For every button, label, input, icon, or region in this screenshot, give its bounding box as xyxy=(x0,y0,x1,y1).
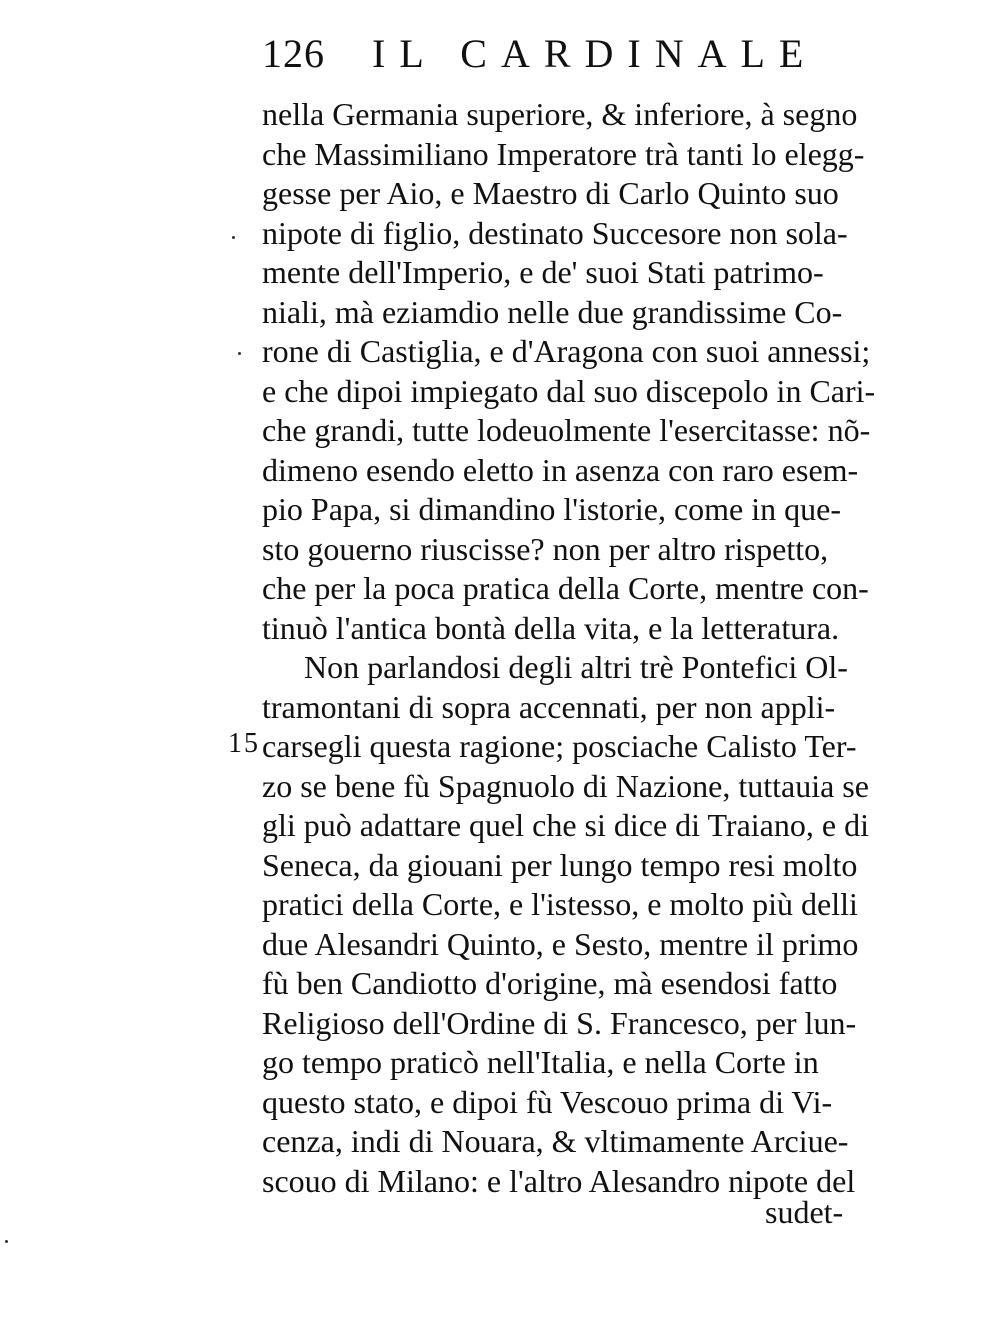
text-line: che Massimiliano Imperatore trà tanti lo elegg- xyxy=(262,135,865,172)
text-line: e che dipoi impiegato dal suo discepolo in Cari- xyxy=(262,372,876,409)
body-text xyxy=(262,95,902,1201)
text-line: tramontani di sopra accennati, per non appli- xyxy=(262,688,836,725)
text-line: pio Papa, si dimandino l'istorie, come in que- xyxy=(262,491,841,527)
text-line: scouo di Milano: e l'altro Alesandro nipote del xyxy=(262,1162,856,1199)
text-line: rone di Castiglia, e d'Aragona con suoi annessi; xyxy=(262,333,871,369)
text-line: niali, mà eziamdio nelle due grandissime Co- xyxy=(262,293,843,330)
text-line: cenza, indi di Nouara, & vltimamente Arciue- xyxy=(262,1123,849,1159)
text-line: questo stato, e dipoi fù Vescouo prima di Vi- xyxy=(262,1083,833,1120)
text-line: dimeno esendo eletto in asenza con raro esem- xyxy=(262,451,859,488)
ink-speck xyxy=(5,1240,8,1243)
text-line: zo se bene fù Spagnuolo di Nazione, tuttauia se xyxy=(262,767,869,804)
text-line: nipote di figlio, destinato Succesore non sola- xyxy=(262,214,848,251)
text-line: due Alesandri Quinto, e Sesto, mentre il primo xyxy=(262,925,859,962)
text-line: mente dell'Imperio, e de' suoi Stati patrimo- xyxy=(262,254,824,290)
ink-speck xyxy=(232,236,235,239)
text-line: pratici della Corte, e l'istesso, e molto più delli xyxy=(262,886,858,922)
text-line: che per la poca pratica della Corte, mentre con- xyxy=(262,570,869,606)
catchword: sudet- xyxy=(765,1194,844,1230)
page-number: 126 xyxy=(262,31,325,76)
text-line: gesse per Aio, e Maestro di Carlo Quinto suo xyxy=(262,175,839,211)
text-line: tinuò l'antica bontà della vita, e la letteratura. xyxy=(262,609,840,646)
text-line: fù ben Candiotto d'origine, mà esendosi fatto xyxy=(262,965,838,1001)
text-line: Religioso dell'Ordine di S. Francesco, per lun- xyxy=(262,1004,857,1041)
text-line: che grandi, tutte lodeuolmente l'esercitasse: nõ- xyxy=(262,412,871,448)
text-line: sto gouerno riuscisse? non per altro rispetto, xyxy=(262,530,829,567)
text-line: go tempo praticò nell'Italia, e nella Corte in xyxy=(262,1044,819,1080)
running-head: IL CARDINALE xyxy=(372,31,818,76)
ink-speck xyxy=(238,352,241,355)
paragraph-start-line: Non parlandosi degli altri trè Pontefici Ol- xyxy=(304,649,848,685)
text-line: nella Germania superiore, & inferiore, à segno xyxy=(262,96,858,132)
text-line: carsegli questa ragione; posciache Calisto Ter- xyxy=(262,728,857,764)
margin-line-number: 15 xyxy=(228,728,260,759)
text-line: Seneca, da giouani per lungo tempo resi molto xyxy=(262,846,858,883)
page-header xyxy=(262,20,902,80)
text-line: gli può adattare quel che si dice di Traiano, e di xyxy=(262,807,869,843)
